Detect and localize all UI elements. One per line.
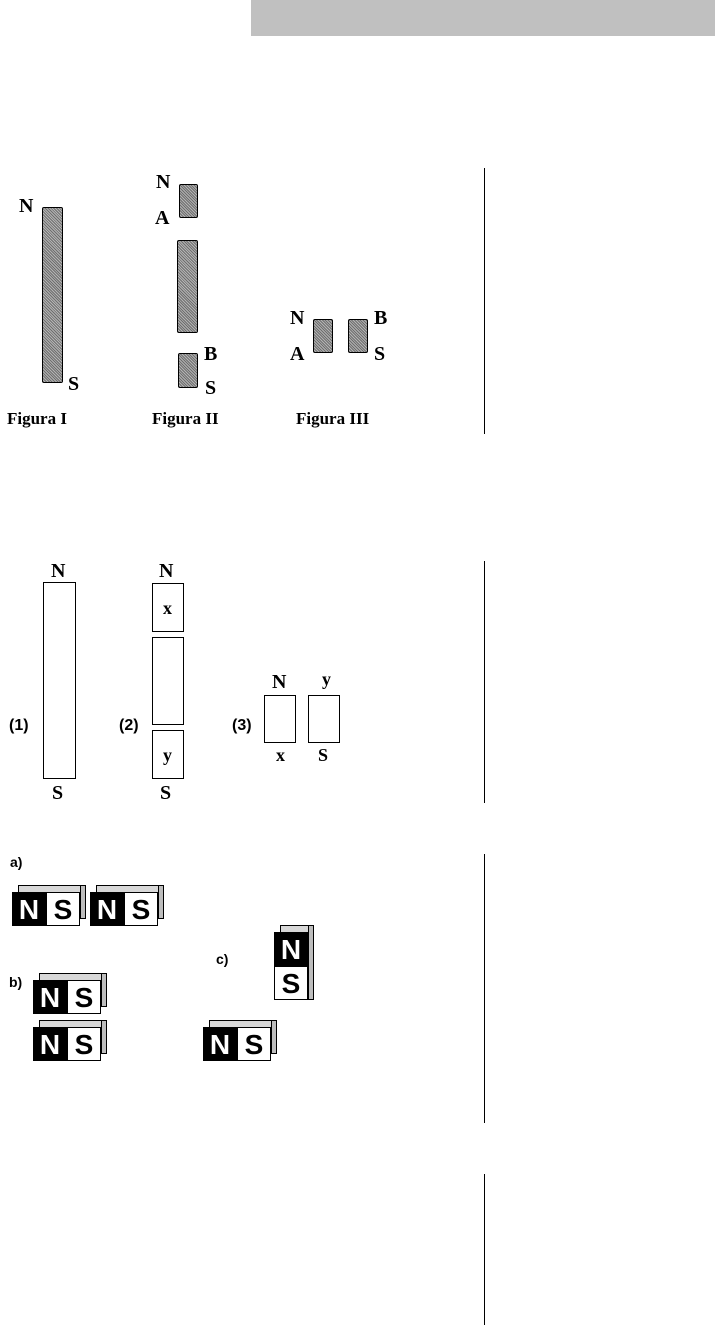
magnet-north-pole: N: [203, 1027, 237, 1061]
fig3-magnet-right: [348, 319, 368, 353]
fig1-magnet-bar: [42, 207, 63, 383]
fig3-b-label: B: [374, 307, 388, 329]
bar2-segment-middle: [152, 637, 184, 725]
bar3-magnet-right: [308, 695, 340, 743]
magnet-north-pole: N: [12, 892, 46, 926]
fig3-magnet-left: [313, 319, 333, 353]
magnet-a2: [90, 892, 164, 926]
bar1-north-label: N: [51, 560, 66, 582]
bar3-number-label: (3): [232, 717, 252, 734]
bar3-south-label: S: [318, 745, 329, 765]
bar2-segment-bottom: [152, 730, 184, 779]
separator-line-2: [484, 561, 485, 803]
magnet-side-face: [101, 1020, 107, 1054]
magnet-b1: [33, 980, 107, 1014]
bar2-north-label: N: [159, 560, 174, 582]
magnet-south-pole: S: [237, 1027, 271, 1061]
fig3-south-label: S: [374, 343, 386, 365]
option-c-label: c): [216, 951, 229, 967]
fig2-a-label: A: [155, 207, 170, 229]
magnet-side-face: [80, 885, 86, 919]
fig3-caption: Figura III: [296, 409, 370, 428]
fig1-south-label: S: [68, 373, 80, 395]
magnet-top-face: [39, 973, 107, 980]
magnet-south-pole: S: [67, 1027, 101, 1061]
magnet-north-pole: N: [33, 980, 67, 1014]
fig1-caption: Figura I: [7, 409, 67, 428]
magnet-south-pole: S: [124, 892, 158, 926]
option-b-label: b): [9, 974, 23, 990]
magnet-b2: [33, 1027, 107, 1061]
bar1-number-label: (1): [9, 717, 29, 734]
fig2-south-label: S: [205, 377, 217, 399]
option-a-label: a): [10, 854, 23, 870]
magnet-top-face: [96, 885, 164, 892]
magnet-north-pole: N: [90, 892, 124, 926]
fig3-a-label: A: [290, 343, 305, 365]
fig2-north-label: N: [156, 171, 171, 193]
fig2-magnet-middle: [177, 240, 198, 333]
bar2-south-label: S: [160, 782, 172, 804]
magnet-top-face: [209, 1020, 277, 1027]
bar1-magnet: [43, 582, 76, 779]
fig2-b-label: B: [204, 343, 218, 365]
bar2-segment-top: [152, 583, 184, 632]
separator-line-3: [484, 854, 485, 1123]
separator-line-1: [484, 168, 485, 434]
magnet-top-face: [18, 885, 86, 892]
magnet-side-face: [158, 885, 164, 919]
magnet-side-face: [101, 973, 107, 1007]
magnet-north-pole: N: [274, 932, 308, 966]
fig2-magnet-top: [179, 184, 198, 218]
bar2-number-label: (2): [119, 717, 139, 734]
bar3-y-label: y: [322, 669, 331, 689]
separator-line-4: [484, 1174, 485, 1325]
fig2-caption: Figura II: [152, 409, 219, 428]
magnet-top-face: [39, 1020, 107, 1027]
magnet-c-vertical: [274, 932, 314, 1000]
header-bar: [251, 0, 715, 36]
magnet-side-face: [308, 925, 314, 1000]
magnet-south-pole: S: [67, 980, 101, 1014]
magnet-north-pole: N: [33, 1027, 67, 1061]
fig1-north-label: N: [19, 195, 34, 217]
bar2-y-label: y: [163, 745, 172, 765]
bar2-x-label: x: [163, 598, 172, 618]
magnet-c-horizontal: [203, 1027, 277, 1061]
magnet-south-pole: S: [274, 966, 308, 1000]
magnet-a1: [12, 892, 86, 926]
fig2-magnet-bottom: [178, 353, 198, 388]
fig3-north-label: N: [290, 307, 305, 329]
bar1-south-label: S: [52, 782, 64, 804]
bar3-x-label: x: [276, 745, 285, 765]
bar3-north-label: N: [272, 671, 287, 693]
bar3-magnet-left: [264, 695, 296, 743]
magnet-south-pole: S: [46, 892, 80, 926]
magnet-side-face: [271, 1020, 277, 1054]
